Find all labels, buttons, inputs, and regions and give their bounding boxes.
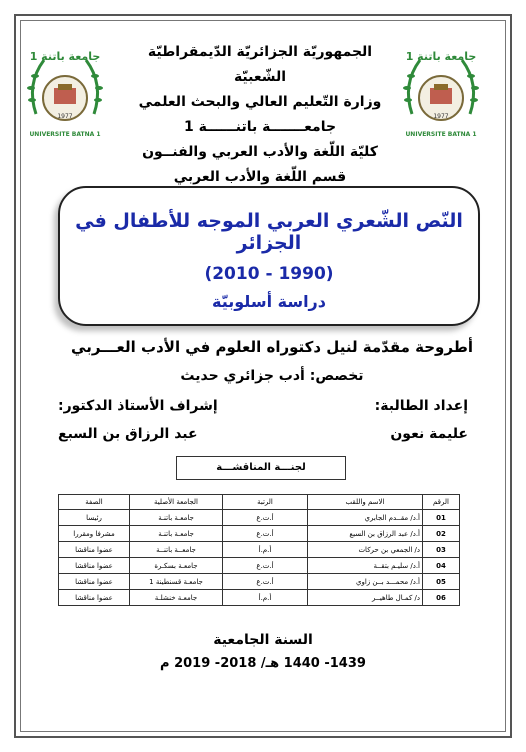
prepared-by-label: إعداد الطالبة:: [374, 398, 468, 414]
university-logo-left: [22, 44, 108, 144]
logo-arabic-name-left: جامعة باتنة 1: [29, 50, 101, 63]
member-name: أ.د/ مقــدم الجابري: [308, 510, 423, 526]
ministry-name: وزارة التّعليم العالي والبحث العلمي: [138, 94, 382, 110]
member-role: عضوا مناقشا: [59, 590, 130, 606]
table-row: [59, 526, 460, 542]
row-number: 05: [423, 574, 460, 590]
member-name: أ.د/ محمـــد بــن زاوي: [308, 574, 423, 590]
republic-name: الجمهوريّة الجزائريّة الدّيمقراطيّة الشّعبيّة: [147, 44, 373, 85]
row-number: 06: [423, 590, 460, 606]
faculty-name: كليّة اللّغة والأدب العربي والفنــون: [142, 144, 378, 160]
logo-arabic-name-right: جامعة باتنة 1: [405, 50, 477, 63]
table-row: [59, 542, 460, 558]
member-role: عضوا مناقشا: [59, 574, 130, 590]
jury-table-header: [59, 495, 460, 510]
header-university: الجامعة الأصلية: [130, 495, 223, 510]
header-number: الرقم: [423, 495, 460, 510]
supervisor-name: عبد الرزاق بن السبع: [58, 426, 198, 442]
university-name: جامعـــــــة باتنــــــة 1: [183, 119, 337, 135]
logo-year-right: 1977: [433, 113, 449, 120]
committee-label: لجنـــة المناقشـــة: [176, 456, 346, 480]
thesis-subtitle: دراسة أسلوبيّة: [212, 292, 326, 311]
academic-year-label: السنة الجامعية: [213, 632, 313, 648]
thesis-title-box: [58, 186, 480, 326]
member-rank: أ.ت.ع: [223, 558, 308, 574]
thesis-period: (1990 - 2010): [204, 264, 334, 284]
table-row: [59, 574, 460, 590]
specialty: تخصص: أدب جزائري حديث: [180, 368, 364, 384]
header-name: الاسم واللقب: [308, 495, 423, 510]
student-name: عليمة نعون: [390, 426, 468, 442]
thesis-purpose: أطروحة مقدّمة لنيل دكتوراه العلوم في الأدب العـــربي: [71, 338, 473, 356]
row-number: 03: [423, 542, 460, 558]
thesis-title: النّص الشّعري العربي الموجه للأطفال في الجزائر: [75, 210, 463, 254]
member-university: جامعـة قسنطينة 1: [130, 574, 223, 590]
member-rank: أ.م.أ: [223, 590, 308, 606]
row-number: 04: [423, 558, 460, 574]
member-rank: أ.ت.ع: [223, 574, 308, 590]
logo-latin-name-right: UNIVERSITE BATNA 1: [405, 131, 477, 138]
member-rank: أ.م.أ: [223, 542, 308, 558]
member-university: جامعـة باتنـة: [130, 526, 223, 542]
member-name: د/ كمـال طاهيــر: [308, 590, 423, 606]
academic-year: 1439- 1440 هـ/ 2018- 2019 م: [160, 656, 366, 671]
logo-latin-name-left: UNIVERSITE BATNA 1: [29, 131, 101, 138]
member-university: جامعـة بسكـرة: [130, 558, 223, 574]
member-role: عضوا مناقشا: [59, 558, 130, 574]
logo-year-left: 1977: [57, 113, 73, 120]
member-role: مشرفا ومقررا: [59, 526, 130, 542]
member-rank: أ.ت.ع: [223, 526, 308, 542]
header-role: الصفة: [59, 495, 130, 510]
department-name: قسم اللّغة والأدب العربي: [173, 169, 347, 185]
member-role: رئيسا: [59, 510, 130, 526]
institution-header: [120, 40, 400, 190]
table-row: [59, 590, 460, 606]
member-rank: أ.ت.ع: [223, 510, 308, 526]
row-number: 02: [423, 526, 460, 542]
member-name: أ.د/ سليـم بتقــة: [308, 558, 423, 574]
member-name: أ.د/ عبد الرزاق بن السبع: [308, 526, 423, 542]
supervisor-label: إشراف الأستاذ الدكتور:: [58, 398, 218, 414]
header-rank: الرتبة: [223, 495, 308, 510]
university-logo-right: [398, 44, 484, 144]
member-university: جامعـة خنشلـة: [130, 590, 223, 606]
table-row: [59, 558, 460, 574]
jury-table: [58, 494, 460, 606]
table-row: [59, 510, 460, 526]
member-name: د/ الجمعي بن حركات: [308, 542, 423, 558]
member-university: جامعـة باتنـة: [130, 510, 223, 526]
row-number: 01: [423, 510, 460, 526]
member-university: جامعــة باتنــة: [130, 542, 223, 558]
member-role: عضوا مناقشا: [59, 542, 130, 558]
